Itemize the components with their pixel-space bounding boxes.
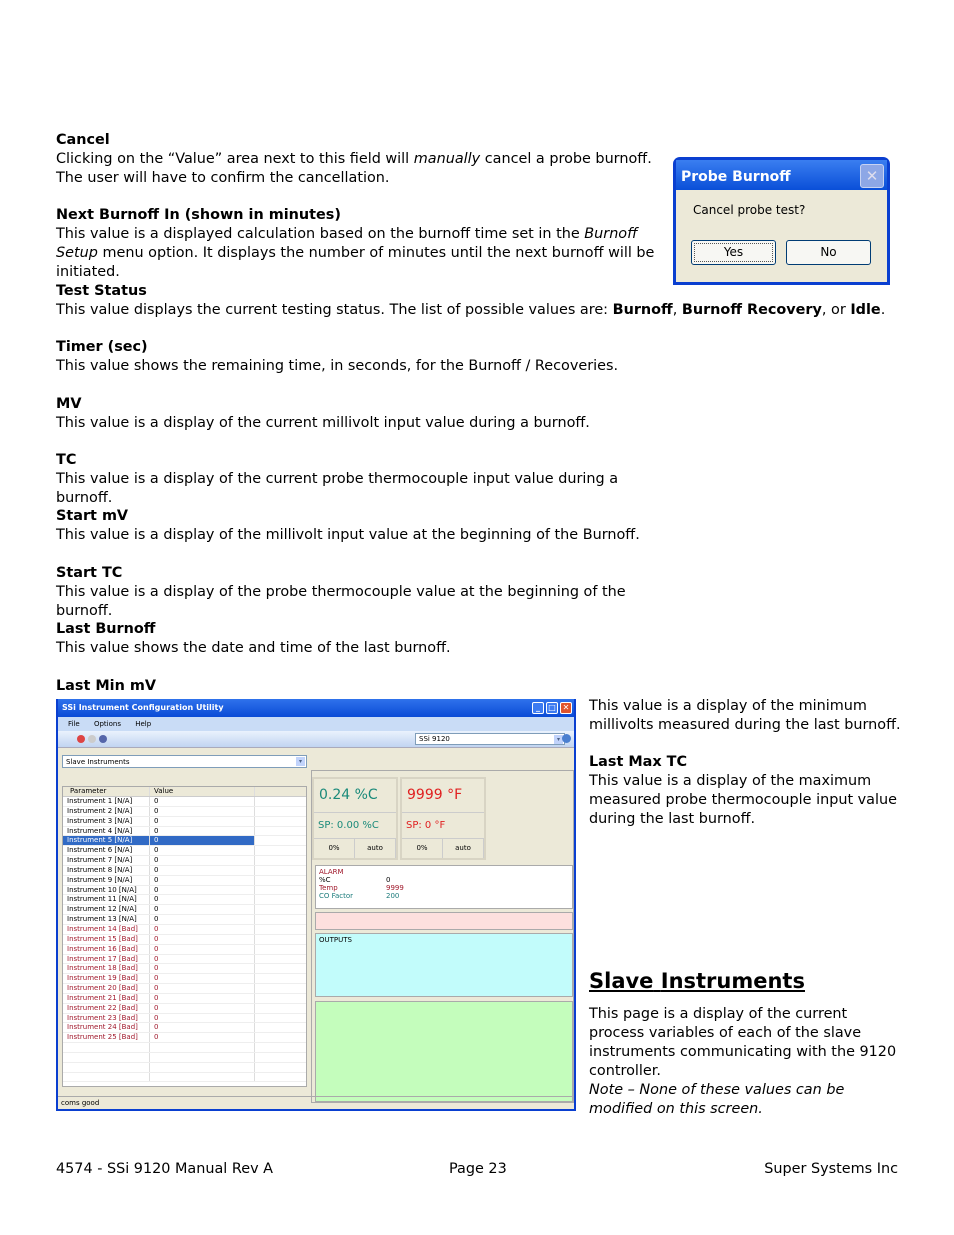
value-cell[interactable]: 0 — [150, 886, 255, 895]
value-cell[interactable]: 0 — [150, 1023, 255, 1032]
table-row[interactable] — [63, 915, 306, 925]
value-cell[interactable]: 0 — [150, 827, 255, 836]
alarm-panel — [315, 865, 573, 909]
body — [56, 150, 666, 188]
parameter-cell: Instrument 10 [N/A] — [63, 886, 150, 895]
value-cell[interactable]: 0 — [150, 925, 255, 934]
loop-2-pv: 9999 °F — [402, 779, 484, 813]
parameter-cell: Instrument 17 [Bad] — [63, 955, 150, 964]
value-cell[interactable]: 0 — [150, 807, 255, 816]
value-cell[interactable]: 0 — [150, 955, 255, 964]
value-cell[interactable]: 0 — [150, 964, 255, 973]
bulb-icon[interactable] — [88, 735, 96, 743]
value-cell[interactable]: 0 — [150, 836, 255, 845]
heading: Last Max TC — [589, 754, 688, 770]
section-start-tc — [56, 564, 666, 621]
loop-2-box — [400, 777, 486, 860]
alarm-label: CO Factor — [319, 892, 354, 900]
value-cell[interactable]: 0 — [150, 1033, 255, 1042]
menu-bar — [58, 717, 574, 731]
app-title-bar — [58, 699, 574, 717]
parameter-cell: Instrument 25 [Bad] — [63, 1033, 150, 1042]
value: Idle — [850, 302, 881, 318]
table-row[interactable] — [63, 1023, 306, 1033]
yes-button[interactable]: Yes — [691, 240, 776, 265]
parameter-cell: Instrument 4 [N/A] — [63, 827, 150, 836]
parameter-cell: Instrument 23 [Bad] — [63, 1014, 150, 1023]
column-header-parameter[interactable]: Parameter — [63, 787, 150, 796]
text: This value displays the current testing status. The list of possible values are: — [56, 302, 613, 318]
value-cell[interactable]: 0 — [150, 817, 255, 826]
help-icon[interactable] — [562, 734, 571, 743]
body — [56, 225, 666, 282]
parameter-cell: Instrument 8 [N/A] — [63, 866, 150, 875]
table-row[interactable] — [63, 846, 306, 856]
empty-row — [63, 1073, 306, 1083]
chevron-down-icon: ▾ — [296, 757, 305, 766]
alarm-item — [319, 876, 569, 884]
parameter-cell: Instrument 24 [Bad] — [63, 1023, 150, 1032]
text: Slave — [589, 969, 654, 993]
app-window — [56, 699, 576, 1111]
close-icon[interactable]: ✕ — [560, 702, 572, 714]
column-header-value[interactable]: Value — [150, 787, 255, 796]
value-cell[interactable]: 0 — [150, 974, 255, 983]
loop-2-sp[interactable]: SP: 0 °F — [402, 813, 484, 839]
table-row[interactable] — [63, 1033, 306, 1043]
table-row[interactable] — [63, 984, 306, 994]
footer-company: Super Systems Inc — [764, 1161, 898, 1177]
value-cell[interactable]: 0 — [150, 935, 255, 944]
value-cell[interactable]: 0 — [150, 994, 255, 1003]
value-cell[interactable]: 0 — [150, 797, 255, 806]
view-select[interactable] — [62, 755, 307, 768]
text: manually — [413, 151, 481, 167]
close-icon[interactable]: ✕ — [860, 164, 884, 188]
heading: Cancel — [56, 132, 110, 148]
toolbar — [58, 731, 574, 748]
loop-1-mode[interactable]: auto — [355, 839, 396, 858]
parameter-cell: Instrument 19 [Bad] — [63, 974, 150, 983]
text: This value is a displayed calculation based on the burnoff time set in the — [56, 226, 585, 242]
text: Instruments — [660, 969, 805, 993]
outputs-title: OUTPUTS — [319, 936, 352, 944]
value-cell[interactable]: 0 — [150, 876, 255, 885]
heading: Test Status — [56, 283, 147, 299]
table-row[interactable] — [63, 807, 306, 817]
parameter-cell: Instrument 16 [Bad] — [63, 945, 150, 954]
heading: Last Burnoff — [56, 621, 156, 637]
parameter-cell: Instrument 3 [N/A] — [63, 817, 150, 826]
table-row[interactable] — [63, 876, 306, 886]
loop-1-pv: 0.24 %C — [314, 779, 396, 813]
parameter-cell: Instrument 21 [Bad] — [63, 994, 150, 1003]
heading: MV — [56, 396, 82, 412]
heading: TC — [56, 452, 77, 468]
heading: Start TC — [56, 565, 123, 581]
alarm-value: 200 — [386, 892, 400, 900]
section-timer — [56, 338, 666, 376]
table-row[interactable] — [63, 935, 306, 945]
alarm-item — [319, 884, 569, 892]
body: This value is a display of the current millivolt input value during a burnoff. — [56, 415, 590, 431]
body — [56, 301, 896, 320]
body: This value is a display of the probe thermocouple value at the beginning of the burnoff. — [56, 584, 626, 619]
table-row[interactable] — [63, 1014, 306, 1024]
parameter-cell: Instrument 6 [N/A] — [63, 846, 150, 855]
heading: Start mV — [56, 508, 129, 524]
parameter-grid — [62, 786, 307, 1087]
value-cell[interactable]: 0 — [150, 866, 255, 875]
value-cell[interactable]: 0 — [150, 945, 255, 954]
message-panel — [315, 912, 573, 930]
body: This value is a display of the current probe thermocouple input value during a burnoff. — [56, 471, 619, 506]
table-row[interactable] — [63, 1004, 306, 1014]
status-bar: coms good — [58, 1096, 574, 1109]
parameter-cell: Instrument 11 [N/A] — [63, 895, 150, 904]
footer-page: Page 23 — [449, 1161, 507, 1177]
text: , or — [821, 302, 851, 318]
parameter-cell: Instrument 5 [N/A] — [63, 836, 150, 845]
table-row[interactable] — [63, 836, 306, 846]
parameter-cell: Instrument 14 [Bad] — [63, 925, 150, 934]
maximize-icon[interactable]: □ — [546, 702, 558, 714]
parameter-cell: Instrument 12 [N/A] — [63, 905, 150, 914]
alarm-title: ALARM — [319, 868, 344, 876]
table-row[interactable] — [63, 797, 306, 807]
section-cancel — [56, 131, 666, 188]
table-row[interactable] — [63, 945, 306, 955]
value-cell[interactable]: 0 — [150, 1014, 255, 1023]
text: menu option. It displays the number of minutes until the next burnoff will be initiated. — [56, 245, 655, 280]
heading: Next Burnoff In (shown in minutes) — [56, 207, 341, 223]
empty-row — [63, 1053, 306, 1063]
table-row[interactable] — [63, 827, 306, 837]
parameter-cell: Instrument 13 [N/A] — [63, 915, 150, 924]
section-last-min-mv — [56, 677, 666, 696]
dialog-title: Probe Burnoff — [676, 160, 887, 190]
footer-doc-id: 4574 - SSi 9120 Manual Rev A — [56, 1161, 274, 1177]
section-test-status — [56, 282, 896, 320]
text: This page is a display of the current process variables of each of the slave instruments communicating with the 9120 controller. — [589, 1006, 897, 1079]
loop-1-sp[interactable]: SP: 0.00 %C — [314, 813, 396, 839]
table-row[interactable] — [63, 964, 306, 974]
parameter-cell: Instrument 7 [N/A] — [63, 856, 150, 865]
chevron-down-icon: ▾ — [554, 735, 563, 744]
parameter-cell: Instrument 22 [Bad] — [63, 1004, 150, 1013]
text: Burnoff Setup — [56, 226, 638, 261]
body: This value shows the remaining time, in seconds, for the Burnoff / Recoveries. — [56, 358, 619, 374]
alarm-label: %C — [319, 876, 331, 884]
section-last-max-tc — [589, 753, 909, 829]
value-cell[interactable]: 0 — [150, 915, 255, 924]
heading: Last Min mV — [56, 678, 156, 694]
dialog-message: Cancel probe test? — [693, 203, 806, 217]
body: This value is a display of the millivolt input value at the beginning of the Burnoff. — [56, 527, 640, 543]
value-cell[interactable]: 0 — [150, 856, 255, 865]
no-button[interactable]: No — [786, 240, 871, 265]
empty-row — [63, 1043, 306, 1053]
table-row[interactable] — [63, 856, 306, 866]
alarm-value: 0 — [386, 876, 391, 884]
table-row[interactable] — [63, 925, 306, 935]
body: This value is a display of the maximum measured probe thermocouple input value during the last burnoff. — [589, 773, 897, 827]
empty-row — [63, 1063, 306, 1073]
section-tc — [56, 451, 666, 508]
probe-burnoff-dialog — [673, 157, 890, 285]
parameter-cell: Instrument 2 [N/A] — [63, 807, 150, 816]
section-start-mv — [56, 507, 666, 545]
device-value: SSi 9120 — [419, 735, 450, 743]
menu-help[interactable]: Help — [135, 720, 152, 728]
table-row[interactable] — [63, 905, 306, 915]
alarm-value: 9999 — [386, 884, 404, 892]
loop-1-output: 0% — [314, 839, 355, 858]
stop-icon[interactable] — [77, 735, 85, 743]
table-row[interactable] — [63, 866, 306, 876]
connect-icon[interactable] — [66, 735, 74, 743]
table-row[interactable] — [63, 817, 306, 827]
section-last-burnoff — [56, 620, 666, 658]
table-row[interactable] — [63, 974, 306, 984]
body: This value shows the date and time of the last burnoff. — [56, 640, 451, 656]
parameter-cell: Instrument 18 [Bad] — [63, 964, 150, 973]
value: Burnoff Recovery — [681, 302, 822, 318]
slave-instruments-heading — [589, 967, 909, 995]
table-row[interactable] — [63, 886, 306, 896]
parameter-cell: Instrument 15 [Bad] — [63, 935, 150, 944]
alarm-label: Temp — [319, 884, 338, 892]
green-panel — [315, 1001, 573, 1102]
section-mv — [56, 395, 666, 433]
settings-icon[interactable] — [99, 735, 107, 743]
text: . — [880, 302, 886, 318]
alarm-item — [319, 892, 569, 900]
value-cell[interactable]: 0 — [150, 984, 255, 993]
text: , — [672, 302, 682, 318]
value-cell[interactable]: 0 — [150, 895, 255, 904]
loop-2-output: 0% — [402, 839, 443, 858]
outputs-panel — [315, 933, 573, 997]
table-row[interactable] — [63, 994, 306, 1004]
parameter-cell: Instrument 20 [Bad] — [63, 984, 150, 993]
loop-1-box — [312, 777, 398, 860]
note: Note – None of these values can be modified on this screen. — [589, 1082, 845, 1117]
slave-instruments-body — [589, 1005, 904, 1119]
last-min-mv-body: This value is a display of the minimum millivolts measured during the last burnoff. — [589, 698, 901, 733]
parameter-cell: Instrument 9 [N/A] — [63, 876, 150, 885]
value-cell[interactable]: 0 — [150, 846, 255, 855]
text: Clicking on the “Value” area next to this field will — [56, 151, 414, 167]
menu-file[interactable]: File — [68, 720, 80, 728]
parameter-cell: Instrument 1 [N/A] — [63, 797, 150, 806]
table-row[interactable] — [63, 895, 306, 905]
value-cell[interactable]: 0 — [150, 1004, 255, 1013]
text: cancel a probe burnoff. The user will have to confirm the cancellation. — [56, 151, 652, 186]
minimize-icon[interactable]: _ — [532, 702, 544, 714]
heading: Timer (sec) — [56, 339, 148, 355]
value: Burnoff — [612, 302, 673, 318]
value-cell[interactable]: 0 — [150, 905, 255, 914]
view-value: Slave Instruments — [66, 758, 130, 766]
app-title: SSi Instrument Configuration Utility — [62, 703, 224, 712]
process-panel — [311, 770, 574, 1103]
device-select[interactable] — [415, 733, 565, 745]
menu-options[interactable]: Options — [93, 720, 121, 728]
table-row[interactable] — [63, 955, 306, 965]
loop-2-mode[interactable]: auto — [443, 839, 484, 858]
section-next-burnoff — [56, 206, 666, 282]
